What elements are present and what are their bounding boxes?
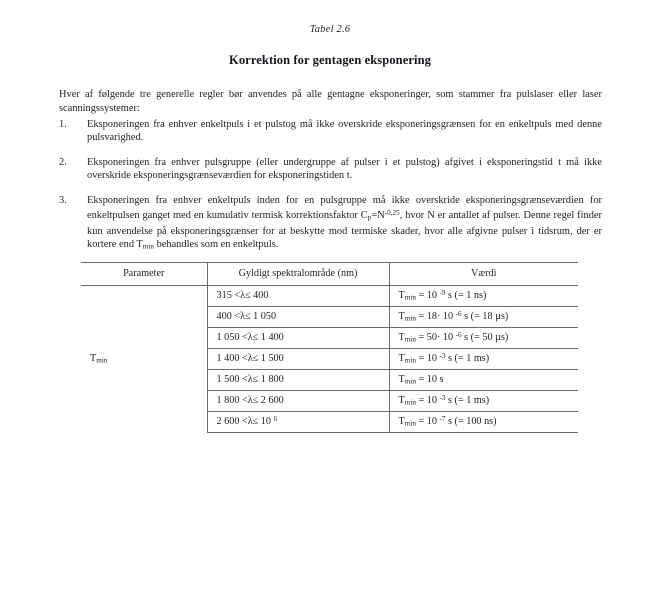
parameter-name: T — [90, 352, 97, 364]
value-name: T — [398, 311, 405, 323]
list-item — [59, 156, 602, 183]
value-remainder: s (= 1 ms) — [445, 353, 490, 365]
table-number-label: Tabel 2.6 — [309, 24, 351, 35]
value-exponent: -7 — [439, 415, 446, 424]
range-upper: ≤ 1 500 — [252, 353, 284, 364]
lambda-symbol: λ — [247, 353, 253, 364]
spectral-range-cell — [207, 327, 389, 348]
range-upper: ≤ 400 — [245, 290, 269, 301]
value-subscript: min — [404, 398, 416, 407]
value-cell — [389, 369, 578, 390]
value-exponent: -3 — [439, 352, 446, 361]
spectral-range-cell — [207, 285, 389, 306]
range-lower: 1 500 < — [216, 374, 248, 385]
lambda-symbol: λ — [247, 416, 253, 428]
lambda-symbol: λ — [240, 311, 246, 322]
range-upper-exponent: 6 — [273, 415, 278, 424]
list-item-number: 2. — [59, 156, 67, 168]
intro-paragraph: Hver af følgende tre generelle regler bør anvendes på alle gentagne eksponeringer, som stammer fra pulslaser eller laser scanningssystemer: — [59, 89, 602, 114]
value-cell — [389, 285, 578, 306]
value-subscript: min — [404, 293, 416, 302]
range-lower: 2 600 < — [216, 416, 248, 428]
range-upper: ≤ 2 600 — [252, 395, 284, 406]
list-item — [59, 194, 602, 255]
range-upper: ≤ 1 400 — [252, 332, 284, 343]
parameters-table-wrapper — [81, 262, 578, 433]
list-item-text: Eksponeringen fra enhver pulsgruppe (eller undergruppe af pulser i et pulstog) afgivet i eksponeringstid t må ikke overskride eksponeringsgrænseværdien for eksponeringstiden t. — [87, 156, 602, 182]
value-equation: = 10 — [415, 290, 440, 302]
value-remainder: s (= 100 ns) — [445, 416, 497, 428]
formula-exponent: -0,25 — [384, 209, 400, 218]
range-lower: 1 050 < — [216, 332, 248, 343]
value-remainder: s (= 1 ms) — [445, 395, 490, 407]
value-subscript: min — [404, 314, 416, 323]
parameter-subscript: min — [96, 356, 108, 365]
table-row — [81, 285, 578, 306]
formula-subscript-p: p — [367, 213, 372, 222]
parameters-table — [81, 262, 578, 433]
spectral-range-cell — [207, 348, 389, 369]
value-equation: = 10 s — [415, 374, 444, 386]
value-name: T — [398, 332, 405, 344]
value-equation: = 18· 10 — [415, 311, 456, 323]
value-exponent: -9 — [439, 289, 446, 298]
spectral-range-cell — [207, 390, 389, 411]
list-item-text-part1: Eksponeringen fra enhver enkeltpuls inden for en pulsgruppe må ikke overskride eksponeringsgrænseværdien for enkeltpulsen ganget med en kumulativ termisk korrektionsfaktor C — [87, 194, 602, 222]
value-cell — [389, 390, 578, 411]
value-subscript: min — [404, 335, 416, 344]
lambda-symbol: λ — [247, 374, 253, 385]
value-subscript: min — [404, 377, 416, 386]
value-exponent: -6 — [455, 310, 462, 319]
list-item — [59, 118, 602, 145]
value-cell — [389, 348, 578, 369]
parameter-cell — [81, 285, 207, 432]
range-upper: ≤ 1 800 — [252, 374, 284, 385]
value-equation: = 10 — [415, 353, 440, 365]
page-title: Korrektion for gentagen eksponering — [229, 53, 431, 67]
value-cell — [389, 411, 578, 432]
value-exponent: -6 — [455, 331, 462, 340]
spectral-range-cell — [207, 369, 389, 390]
range-lower: 315 < — [216, 290, 241, 301]
range-lower: 400 < — [216, 311, 241, 322]
value-subscript: min — [404, 356, 416, 365]
value-name: T — [398, 353, 405, 365]
table-header-row — [81, 263, 578, 286]
range-lower: 1 400 < — [216, 353, 248, 364]
value-remainder: s (= 50 µs) — [461, 332, 509, 344]
rules-list — [59, 118, 602, 265]
value-cell — [389, 327, 578, 348]
value-remainder: s (= 1 ns) — [445, 290, 487, 302]
range-lower: 1 800 < — [216, 395, 248, 406]
value-name: T — [398, 395, 405, 407]
value-subscript: min — [404, 419, 416, 428]
formula-equals-n: =N — [371, 210, 385, 222]
value-name: T — [398, 416, 405, 428]
value-remainder: s (= 18 µs) — [461, 311, 509, 323]
column-header-spectral-range: Gyldigt spektralområde (nm) — [207, 263, 389, 286]
value-name: T — [398, 290, 405, 302]
spectral-range-cell — [207, 306, 389, 327]
lambda-symbol: λ — [247, 332, 253, 343]
list-item-text-part2: , hvor N er antallet af pulser. Denne regel finder kun anvendelse på eksponeringsgrænser for at beskytte mod termiske skader, hvor alle afgivne pulser i tidsrum, der er kortere end T — [87, 210, 602, 251]
value-equation: = 50· 10 — [415, 332, 456, 344]
tmin-subscript: min — [142, 243, 154, 252]
list-item-text: Eksponeringen fra enhver enkeltpuls i et pulstog må ikke overskride eksponeringsgrænsen for en enkeltpuls med denne pulsvarighed. — [87, 119, 602, 144]
list-item-text-part3: behandles som en enkeltpuls. — [153, 239, 279, 251]
list-item-number: 1. — [59, 119, 67, 130]
lambda-symbol: λ — [247, 395, 253, 406]
value-cell — [389, 306, 578, 327]
range-upper: ≤ 1 050 — [245, 311, 277, 322]
value-name: T — [398, 374, 405, 386]
column-header-value: Værdi — [389, 263, 578, 286]
spectral-range-cell — [207, 411, 389, 432]
range-upper: ≤ 10 — [252, 416, 274, 428]
value-equation: = 10 — [415, 416, 440, 428]
value-equation: = 10 — [415, 395, 440, 407]
column-header-parameter: Parameter — [81, 263, 207, 286]
lambda-symbol: λ — [240, 290, 246, 301]
value-exponent: -3 — [439, 394, 446, 403]
list-item-number: 3. — [59, 194, 67, 206]
